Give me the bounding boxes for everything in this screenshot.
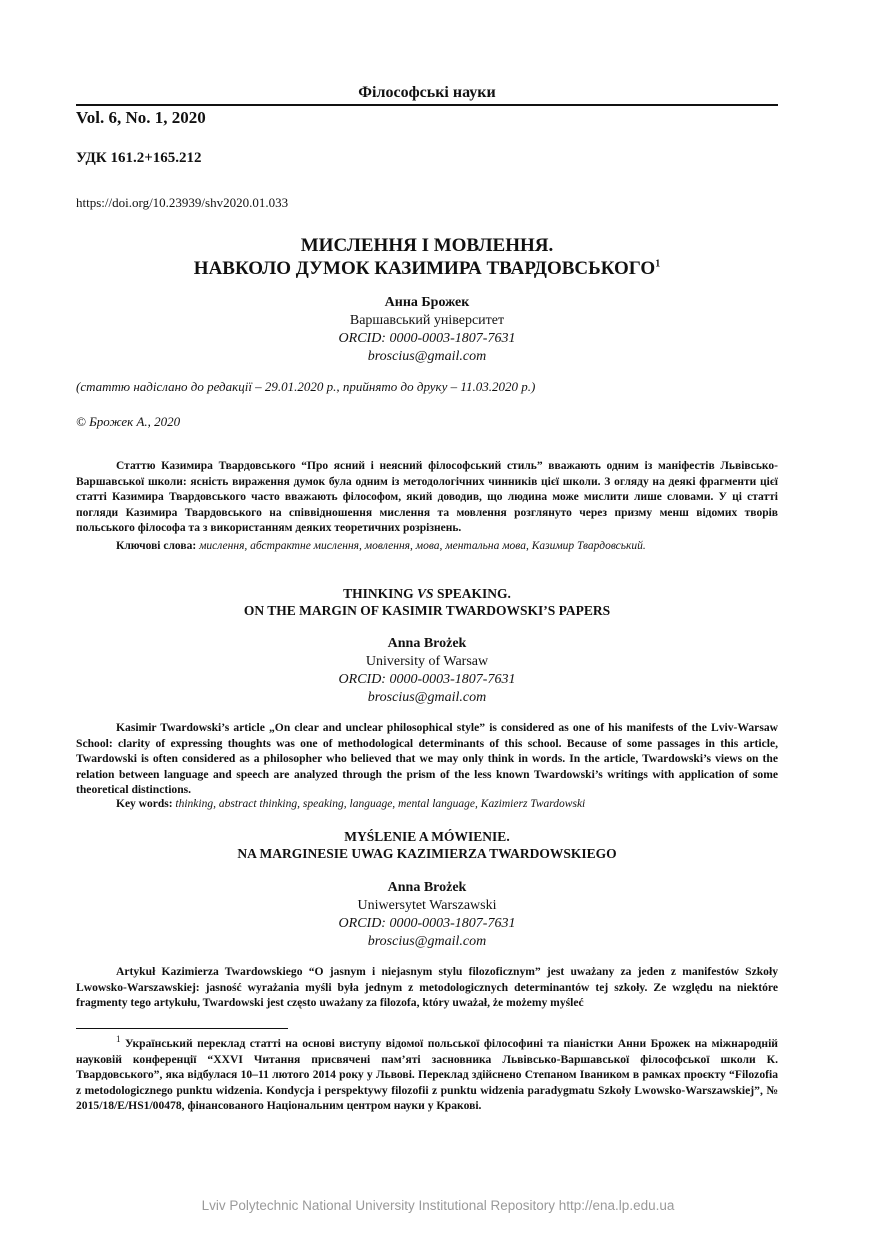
footnote-reference[interactable]: 1: [655, 258, 661, 270]
author-block-english: [76, 635, 778, 707]
author-name: Anna Brożek: [387, 636, 467, 651]
keywords-text: мислення, абстрактне мислення, мовлення, мова, ментальна мова, Казимир Твардовський.: [199, 540, 646, 552]
title-ukrainian-line2: [76, 257, 778, 280]
title-english-line1: [76, 585, 778, 602]
keywords-text: thinking, abstract thinking, speaking, language, mental language, Kazimierz Twardowski: [175, 798, 586, 810]
author-affiliation: University of Warsaw: [365, 654, 489, 669]
author-block-polish: [76, 879, 778, 951]
author-name: Anna Brożek: [387, 880, 467, 895]
author-email[interactable]: broscius@gmail.com: [367, 349, 487, 364]
header-rule: [76, 104, 778, 106]
keywords-label: Ключові слова:: [116, 540, 197, 552]
paper-page: [76, 0, 778, 1240]
footnote-rule: [76, 1028, 288, 1029]
title-english: [76, 585, 778, 619]
title-ukrainian: [76, 234, 778, 280]
author-block-ukrainian: [76, 294, 778, 366]
doi-link[interactable]: https://doi.org/10.23939/shv2020.01.033: [76, 195, 289, 210]
journal-name: Філософські науки: [358, 84, 496, 101]
keywords-label: Key words:: [116, 798, 173, 810]
repository-footer: Lviv Polytechnic National University Institutional Repository http://ena.lp.edu.ua: [201, 1198, 675, 1213]
author-orcid: ORCID: 0000-0003-1807-7631: [338, 916, 516, 931]
author-orcid: ORCID: 0000-0003-1807-7631: [338, 331, 516, 346]
keywords-english: [76, 797, 778, 812]
title-polish-line1: MYŚLENIE A MÓWIENIE.: [344, 829, 510, 844]
title-polish-line2: NA MARGINESIE UWAG KAZIMIERZA TWARDOWSKIEGO: [237, 846, 617, 861]
abstract-polish: Artykuł Kazimierza Twardowskiego “O jasnym i niejasnym stylu filozoficznym” jest uważany za jeden z manifestów Szkoły Lwowsko-Warszawskiej: jasność wyrażania myśli była jednym z metodologicznych determinantów tej szkoły. Ze względu na niektóre fragmenty tego artykułu, Twardowski jest często uważany za filozofa, który uważał, że możemy myśleć: [76, 965, 778, 1010]
volume-info: Vol. 6, No. 1, 2020: [76, 108, 206, 127]
footnote: [76, 1036, 778, 1114]
copyright-notice: © Брожек А., 2020: [76, 414, 181, 429]
keywords-ukrainian: [76, 539, 778, 554]
title-english-part-a: THINKING: [343, 586, 418, 601]
title-english-line2: ON THE MARGIN OF KASIMIR TWARDOWSKI’S PAPERS: [243, 603, 611, 618]
title-english-vs: VS: [417, 586, 434, 601]
title-ukrainian-line1: МИСЛЕННЯ І МОВЛЕННЯ.: [300, 235, 554, 256]
footnote-text: Український переклад статті на основі виступу відомої польської філософині та піаністки Анни Брожек на міжнародній науковій конференції “XXVI Читання присвячені пам’яті засновника Львівсько-Варшавської філософської школи К. Твардовського”, яка відбулася 10–11 лютого 2014 року у Львові. Переклад здійснено Степаном Іваником в рамках проєкту “Filozofia z metodologicznego punktu widzenia. Kondycja i perspektywy filozofii z punktu widzenia paradygmatu Szkoły Lwowsko-Warszawskiej”, № 2015/18/E/HS1/00478, фінансованого Національним центром науки у Кракові.: [76, 1037, 778, 1112]
author-email[interactable]: broscius@gmail.com: [367, 690, 487, 705]
footnote-mark: 1: [116, 1034, 121, 1045]
udc-code: УДК 161.2+165.212: [76, 150, 202, 166]
abstract-ukrainian: Статтю Казимира Твардовського “Про ясний і неясний філософський стиль” вважають одним із маніфестів Львівсько-Варшавської школи: ясність вираження думок була одним із методологічних чинників цієї школи. З огляду на деякі фрагменти цієї статті Казимира Твардовського часто вважають філософом, який доводив, що людина може мислити лише словами. У ці статті погляди Казимира Твардовського на співвідношення мислення та мовлення розглянуто через призму менш відомих творів польського філософа та з використанням деяких теоретичних розрізнень.: [76, 460, 778, 535]
author-orcid: ORCID: 0000-0003-1807-7631: [338, 672, 516, 687]
submission-dates: (статтю надіслано до редакції – 29.01.2020 р., прийнято до друку – 11.03.2020 р.): [76, 379, 536, 394]
author-email[interactable]: broscius@gmail.com: [367, 934, 487, 949]
title-polish: [76, 828, 778, 862]
author-affiliation: Uniwersytet Warszawski: [357, 898, 497, 913]
abstract-english: Kasimir Twardowski’s article „On clear and unclear philosophical style” is considered as one of his manifests of the Lviv-Warsaw School: clarity of expressing thoughts was one of methodological determinants of this school. Because of some passages in this article, Twardowski is often considered as a philosopher who believed that we may only think in words. In the article, Twardowski’s views on the relation between language and speech are analyzed through the prism of the less known Twardowski’s writings with application of some theoretical distinctions.: [76, 721, 778, 797]
author-affiliation: Варшавський університет: [349, 313, 505, 328]
title-ukrainian-line2-text: НАВКОЛО ДУМОК КАЗИМИРА ТВАРДОВСЬКОГО: [193, 258, 656, 279]
title-english-part-b: SPEAKING.: [433, 586, 511, 601]
author-name: Анна Брожек: [384, 295, 470, 310]
